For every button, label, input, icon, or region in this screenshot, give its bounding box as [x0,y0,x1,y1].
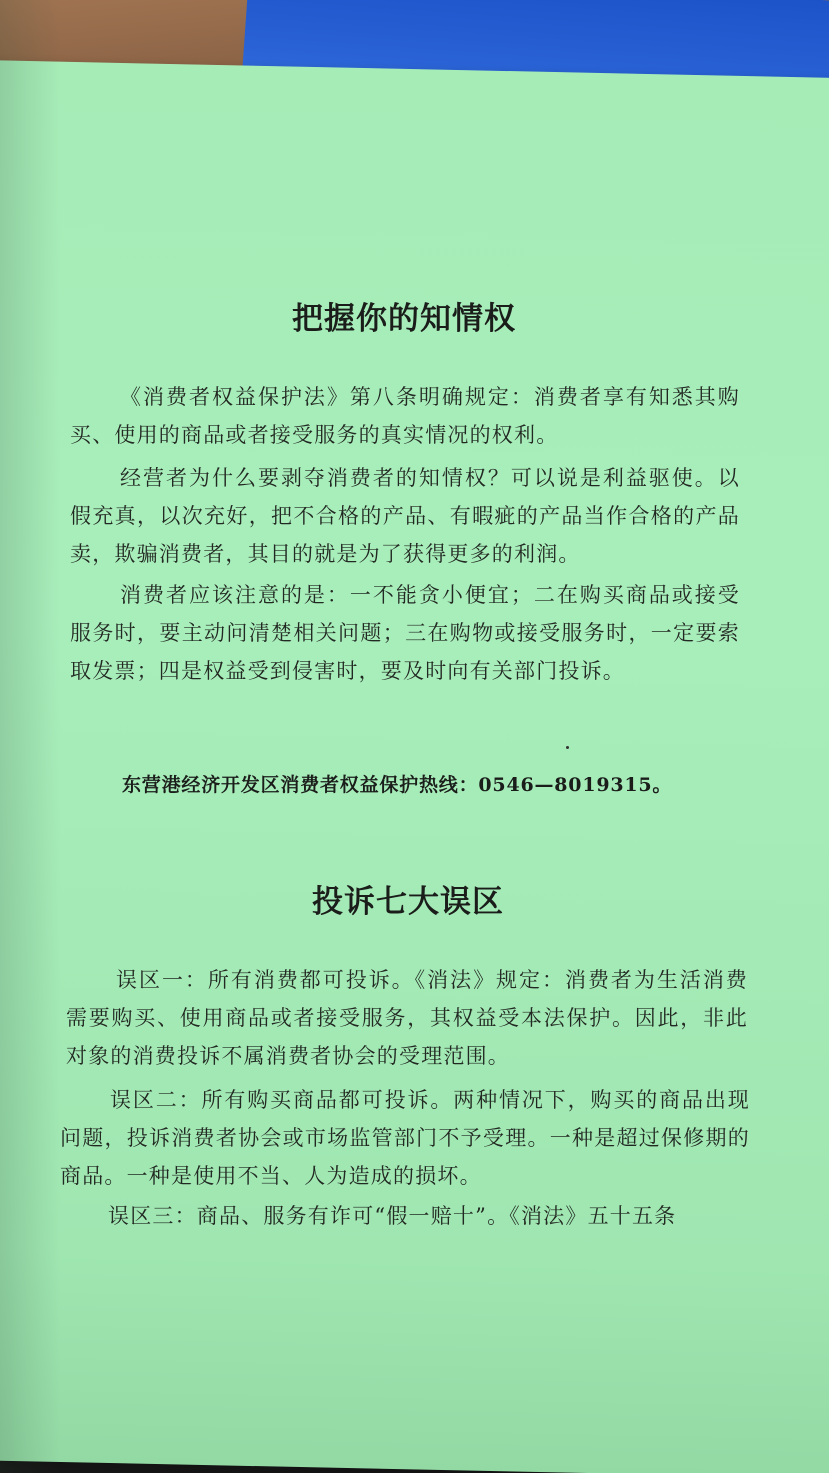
paragraph-consumer-notes: 消费者应该注意的是：一不能贪小便宜；二在购买商品或接受服务时，要主动问清楚相关问题；三在购物或接受服务时，一定要索取发票；四是权益受到侵害时，要及时向有关部门投诉。 [70,583,740,683]
paragraph-misconception-2: 误区二：所有购买商品都可投诉。两种情况下，购买的商品出现问题，投诉消费者协会或市场监管部门不予受理。一种是超过保修期的商品。一种是使用不当、人为造成的损坏。 [60,1088,750,1188]
paragraph-misconception-1: 误区一：所有消费都可投诉。《消法》规定：消费者为生活消费需要购买、使用商品或者接受服务，其权益受本法保护。因此，非此对象的消费投诉不属消费者协会的受理范围。 [66,968,748,1068]
ink-speck [566,746,569,749]
paragraph-why-deprive: 经营者为什么要剥夺消费者的知情权？可以说是利益驱使。以假充真，以次充好，把不合格的产品、有暇疵的产品当作合格的产品卖，欺骗消费者，其目的就是为了获得更多的利润。 [70,466,740,566]
paragraph-law-article-8: 《消费者权益保护法》第八条明确规定：消费者享有知悉其购买、使用的商品或者接受服务的真实情况的权利。 [70,385,740,447]
section-title-complaint-misconceptions: 投诉七大误区 [312,884,504,920]
section-title-right-to-know: 把握你的知情权 [292,301,516,337]
consumer-hotline: 东营港经济开发区消费者权益保护热线：0546—8019315。 [122,774,673,796]
paragraph-misconception-3: 误区三：商品、服务有诈可“假一赔十”。《消法》五十五条 [108,1204,677,1228]
